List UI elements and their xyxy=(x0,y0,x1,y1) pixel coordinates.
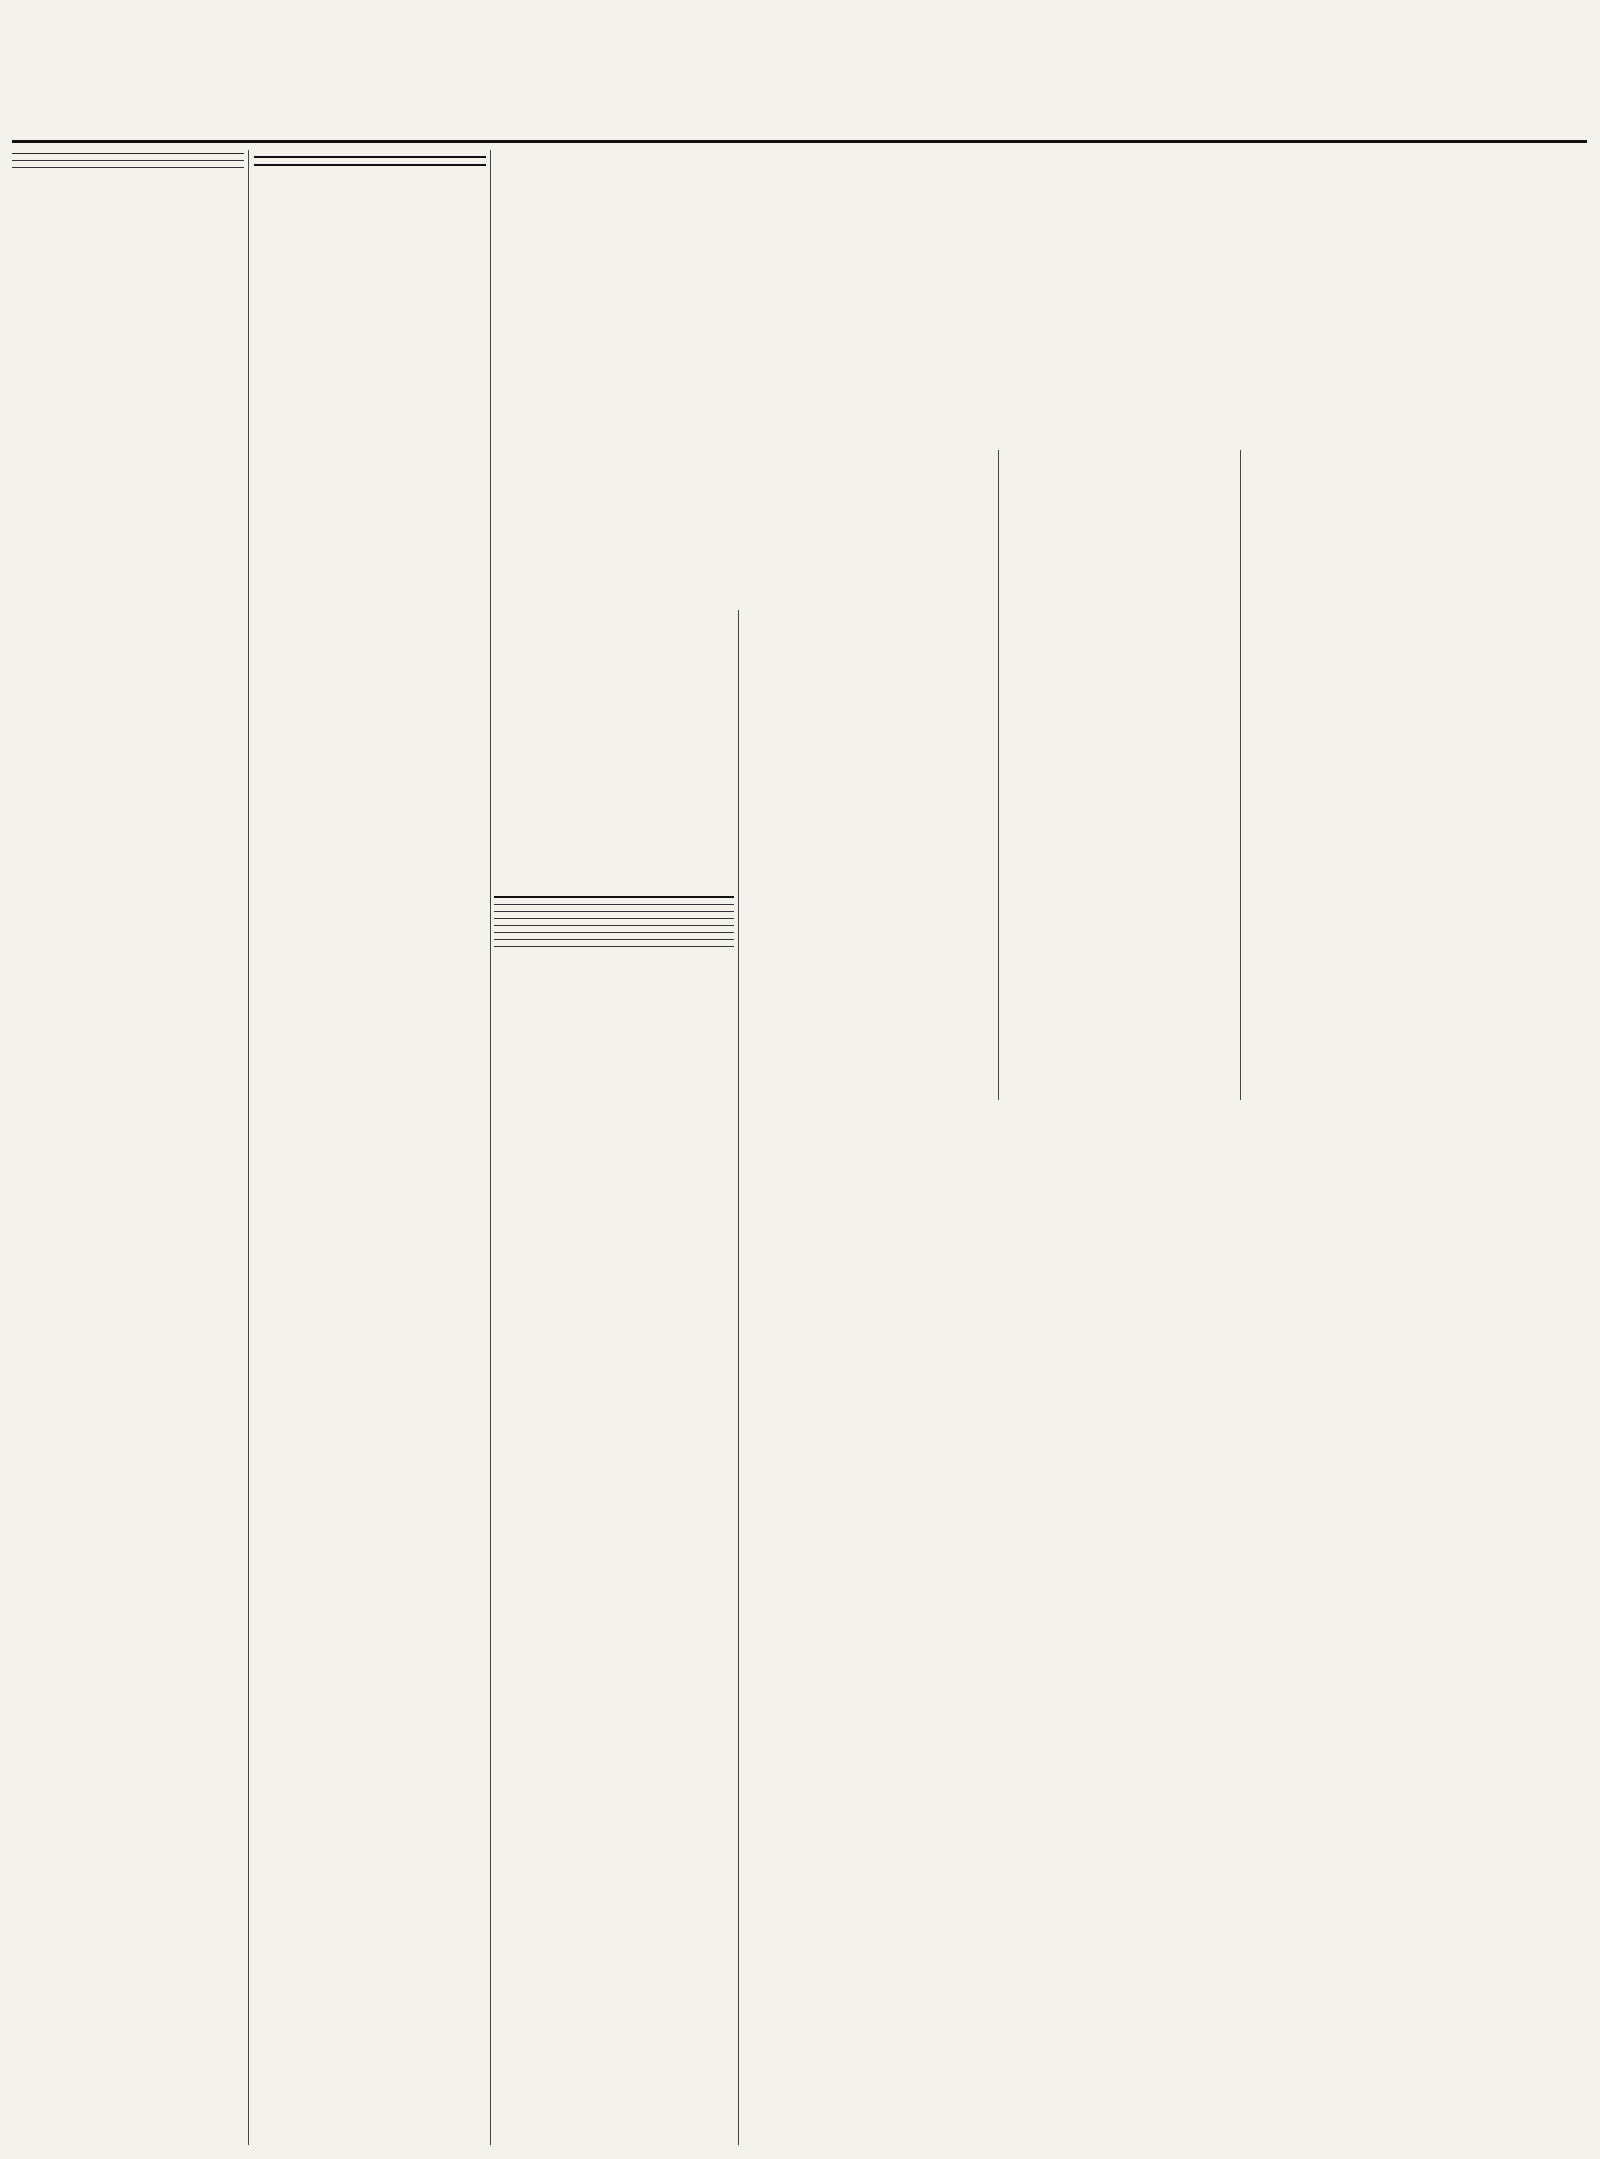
divider xyxy=(494,896,734,898)
column-3-upper xyxy=(494,150,734,880)
column-2 xyxy=(254,150,486,2145)
divider xyxy=(494,925,734,926)
column-3-ads xyxy=(494,890,734,2145)
divider xyxy=(12,160,244,161)
column-4 xyxy=(744,318,994,1098)
divider xyxy=(254,164,486,166)
divider xyxy=(494,918,734,919)
column-rule xyxy=(248,150,249,2145)
masthead-rule xyxy=(12,140,1587,143)
column-rule xyxy=(490,150,491,2145)
column-1 xyxy=(12,150,244,2145)
divider xyxy=(494,911,734,912)
divider xyxy=(494,939,734,940)
divider xyxy=(254,156,486,158)
divider xyxy=(12,167,244,168)
column-rule xyxy=(1240,450,1241,1100)
column-5 xyxy=(1004,318,1236,1098)
divider xyxy=(494,904,734,905)
column-rule xyxy=(738,610,739,2145)
editor-name xyxy=(12,150,244,154)
divider xyxy=(494,946,734,947)
column-rule xyxy=(998,450,999,1100)
divider xyxy=(494,932,734,933)
